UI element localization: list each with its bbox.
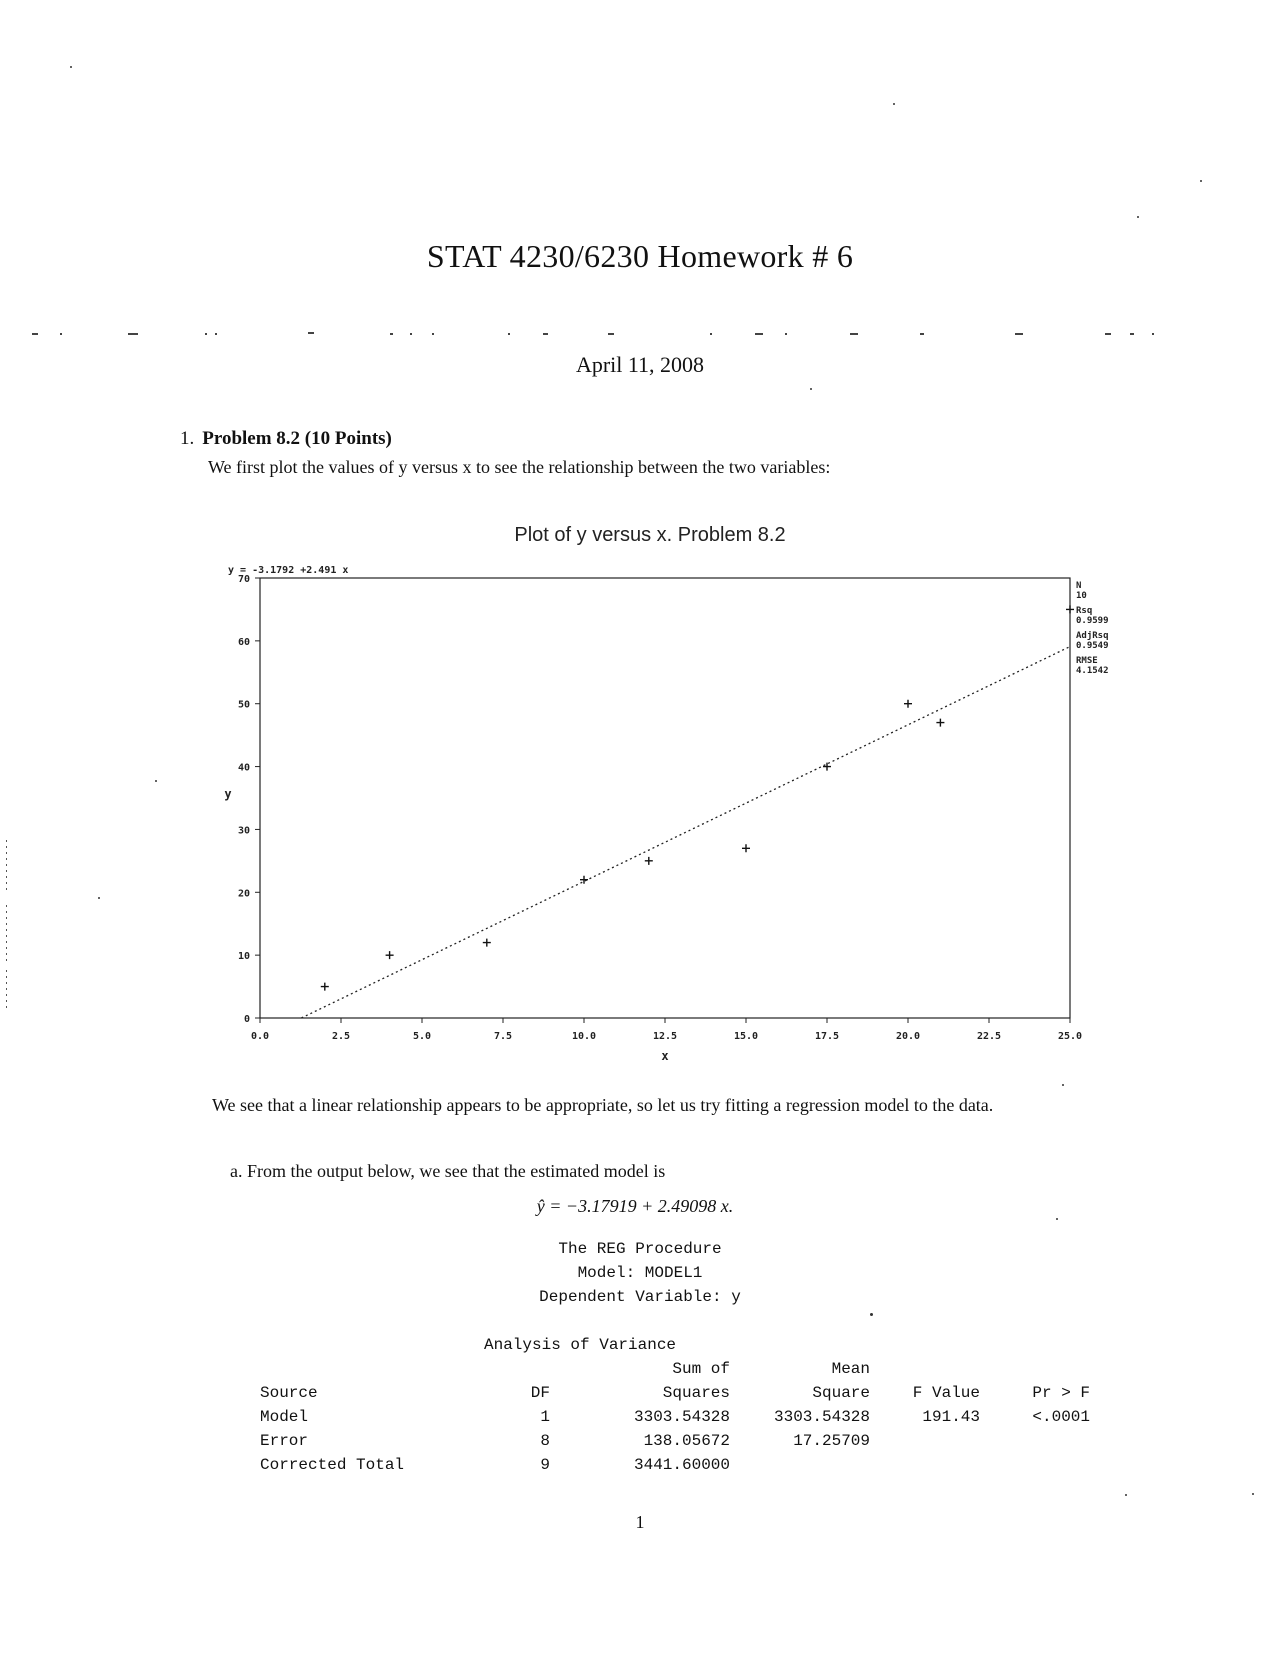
linear-paragraph: We see that a linear relationship appears to be appropriate, so let us try fitting a regression model to the data. [212, 1095, 994, 1115]
anova-header-f: F Value [912, 1384, 980, 1402]
anova-row-source: Corrected Total [260, 1456, 405, 1474]
y-tick-label: 30 [237, 825, 250, 837]
anova-row-ss: 138.05672 [643, 1432, 730, 1450]
anova-row-ss: 3303.54328 [633, 1408, 730, 1426]
anova-header-source: Source [260, 1384, 318, 1402]
scan-speck [1252, 1493, 1254, 1495]
anova-header-ss: Squares [662, 1384, 730, 1402]
anova-header-ss-top: Sum of [672, 1360, 730, 1378]
y-tick-label: 70 [237, 574, 250, 585]
scan-speck [1125, 1494, 1127, 1496]
stat-value: 0.9549 [1076, 641, 1109, 651]
y-tick-label: 0 [243, 1014, 250, 1025]
x-tick-label: 5.0 [412, 1031, 432, 1042]
anova-row-ms: 3303.54328 [773, 1408, 870, 1426]
data-point [321, 983, 329, 991]
x-tick-label: 20.0 [895, 1031, 921, 1042]
scan-speck [1056, 1218, 1058, 1220]
data-point [904, 700, 912, 708]
stat-value: 0.9599 [1076, 616, 1109, 626]
y-tick-label: 20 [237, 888, 250, 900]
document-date: April 11, 2008 [575, 352, 705, 377]
x-axis-label: x [661, 1049, 669, 1063]
x-tick-label: 10.0 [571, 1031, 597, 1042]
anova-title: Analysis of Variance [484, 1336, 677, 1354]
data-point [483, 939, 491, 947]
data-point [645, 857, 653, 865]
anova-row-ms: 17.25709 [793, 1432, 870, 1450]
x-tick-label: 22.5 [976, 1031, 1002, 1042]
anova-header-p: Pr > F [1032, 1384, 1090, 1402]
y-axis-label: y [224, 787, 232, 801]
item-a-text: From the output below, we see that the estimated model is [247, 1161, 666, 1181]
item-a-label: a. [230, 1161, 243, 1181]
stat-label: N [1076, 581, 1082, 591]
scan-speck [870, 1313, 873, 1316]
reg-model-name: Model: MODEL1 [577, 1264, 703, 1282]
data-point [1066, 605, 1074, 613]
intro-paragraph: We first plot the values of y versus x to see the relationship between the two variables: [208, 457, 831, 477]
anova-row-df: 8 [540, 1432, 550, 1450]
reg-procedure-title: The REG Procedure [558, 1240, 722, 1258]
y-tick-label: 60 [237, 636, 250, 648]
x-tick-label: 7.5 [493, 1031, 513, 1042]
fit-equation-label: y = -3.1792 +2.491 x [228, 565, 349, 576]
scan-speck [1062, 1084, 1064, 1086]
x-tick-label: 12.5 [652, 1031, 678, 1042]
y-tick-label: 10 [237, 951, 250, 963]
anova-row-df: 9 [540, 1456, 550, 1474]
problem-title: Problem 8.2 (10 Points) [202, 428, 392, 449]
y-tick-label: 50 [237, 699, 250, 711]
anova-header-ms: Square [812, 1384, 870, 1402]
anova-header-ms-top: Mean [831, 1360, 870, 1378]
x-tick-label: 0.0 [250, 1031, 270, 1042]
stat-value: 10 [1076, 591, 1087, 601]
item-a [230, 1159, 1130, 1184]
x-tick-label: 25.0 [1057, 1031, 1083, 1042]
stat-value: 4.1542 [1076, 666, 1109, 676]
data-point [823, 763, 831, 771]
anova-row-source: Error [260, 1432, 309, 1450]
estimated-model-equation: ŷ = −3.17919 + 2.49098 x. [536, 1196, 734, 1216]
data-point [936, 719, 944, 727]
regression-line [301, 647, 1070, 1018]
anova-row-p: <.0001 [1032, 1408, 1090, 1426]
x-tick-label: 15.0 [733, 1031, 759, 1042]
reg-dependent-variable: Dependent Variable: y [539, 1288, 741, 1306]
stat-label: AdjRsq [1076, 631, 1109, 641]
anova-row-f: 191.43 [922, 1408, 980, 1426]
anova-header-df: DF [530, 1384, 550, 1402]
data-point [742, 844, 750, 852]
stat-label: RMSE [1076, 656, 1098, 666]
x-tick-label: 17.5 [814, 1031, 840, 1042]
anova-row-ss: 3441.60000 [633, 1456, 730, 1474]
page-number: 1 [635, 1512, 645, 1532]
stat-label: Rsq [1076, 606, 1093, 616]
document-title: STAT 4230/6230 Homework # 6 [426, 238, 854, 274]
anova-row-source: Model [260, 1408, 309, 1426]
chart-title: Plot of y versus x. Problem 8.2 [514, 524, 786, 546]
plot-frame [260, 578, 1070, 1018]
anova-row-df: 1 [540, 1408, 550, 1426]
y-tick-label: 40 [237, 762, 250, 774]
problem-number: 1. [180, 428, 195, 449]
x-tick-label: 2.5 [331, 1031, 351, 1042]
data-point [386, 951, 394, 959]
